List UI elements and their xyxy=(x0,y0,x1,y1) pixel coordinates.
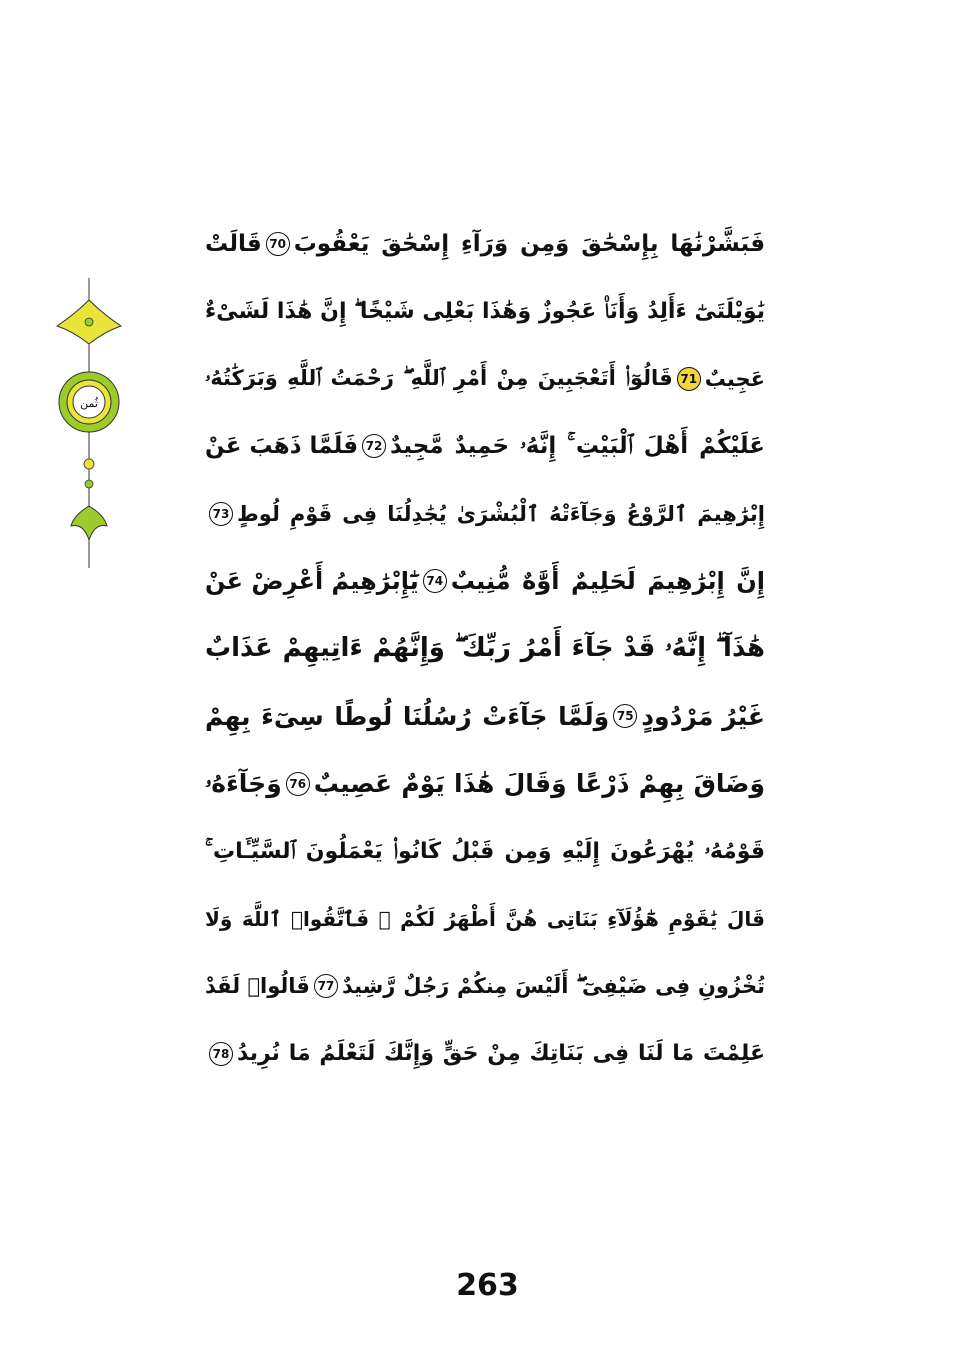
ayah-number-marker: 75 xyxy=(613,704,637,728)
ayah-number-marker: 72 xyxy=(362,434,386,458)
hizb-marker-label: ثُمن xyxy=(80,397,98,410)
quran-text-block xyxy=(205,210,765,1170)
ayah-number-marker: 74 xyxy=(423,569,447,593)
ayah-number-marker: 77 xyxy=(314,974,338,998)
text-line: فَبَشَّرْنَٰهَا بِإِسْحَٰقَ وَمِن وَرَآءِ إِسْحَٰقَ يَعْقُوبَ 70 قَالَتْ xyxy=(205,230,765,257)
ayah-number-marker: 73 xyxy=(209,502,233,526)
ayah-number-marker: 78 xyxy=(209,1042,233,1066)
text-line: عَلَيْكُمْ أَهْلَ ٱلْبَيْتِ ۚ إِنَّهُۥ حَمِيدٌ مَّجِيدٌ 72 فَلَمَّا ذَهَبَ عَنْ xyxy=(205,433,765,460)
text-line: إِبْرَٰهِيمَ ٱلرَّوْعُ وَجَآءَتْهُ ٱلْبُشْرَىٰ يُجَٰدِلُنَا فِى قَوْمِ لُوطٍ 73 xyxy=(205,480,765,548)
text-line: عَلِمْتَ مَا لَنَا فِى بَنَاتِكَ مِنْ حَقٍّ وَإِنَّكَ لَتَعْلَمُ مَا نُرِيدُ 78 xyxy=(205,1020,765,1088)
ayah-number-marker: 76 xyxy=(286,772,310,796)
text-line: عَجِيبٌ 71 قَالُوٓا۟ أَتَعْجَبِينَ مِنْ أَمْرِ ٱللَّهِ ۖ رَحْمَتُ ٱللَّهِ وَبَرَكَٰتُهُۥ xyxy=(205,366,765,391)
text-line: وَضَاقَ بِهِمْ ذَرْعًا وَقَالَ هَٰذَا يَوْمٌ عَصِيبٌ 76 وَجَآءَهُۥ xyxy=(205,768,765,799)
hizb-quarter-ornament xyxy=(55,278,123,568)
text-line: إِنَّ إِبْرَٰهِيمَ لَحَلِيمٌ أَوَّٰهٌ مُّنِيبٌ 74 يَٰٓإِبْرَٰهِيمُ أَعْرِضْ عَنْ xyxy=(205,567,765,596)
text-line: قَوْمُهُۥ يُهْرَعُونَ إِلَيْهِ وَمِن قَبْلُ كَانُوا۟ يَعْمَلُونَ ٱلسَّيِّـَٔاتِ ۚ xyxy=(205,838,765,864)
page-number: 263 xyxy=(456,1268,519,1303)
text-line: يَٰوَيْلَتَىٰٓ ءَأَلِدُ وَأَنَا۠ عَجُوزٌ وَهَٰذَا بَعْلِى شَيْخًا ۖ إِنَّ هَٰذَا لَشَىْءٌ xyxy=(205,298,765,324)
text-line: قَالَ يَٰقَوْمِ هَٰٓؤُلَآءِ بَنَاتِى هُنَّ أَطْهَرُ لَكُمْ ۖ فَٱتَّقُوا۟ ٱللَّهَ وَلَا xyxy=(205,906,765,931)
ayah-number-marker: 70 xyxy=(266,232,290,256)
text-line: تُخْزُونِ فِى ضَيْفِىٓ ۖ أَلَيْسَ مِنكُمْ رَجُلٌ رَّشِيدٌ 77 قَالُوا۟ لَقَدْ xyxy=(205,973,765,999)
text-line: غَيْرُ مَرْدُودٍ 75 وَلَمَّا جَآءَتْ رُسُلُنَا لُوطًا سِىٓءَ بِهِمْ xyxy=(205,701,765,731)
ayah-number-marker: 71 xyxy=(677,367,701,391)
text-line: هَٰذَآ ۖ إِنَّهُۥ قَدْ جَآءَ أَمْرُ رَبِّكَ ۖ وَإِنَّهُمْ ءَاتِيهِمْ عَذَابٌ xyxy=(205,633,765,664)
